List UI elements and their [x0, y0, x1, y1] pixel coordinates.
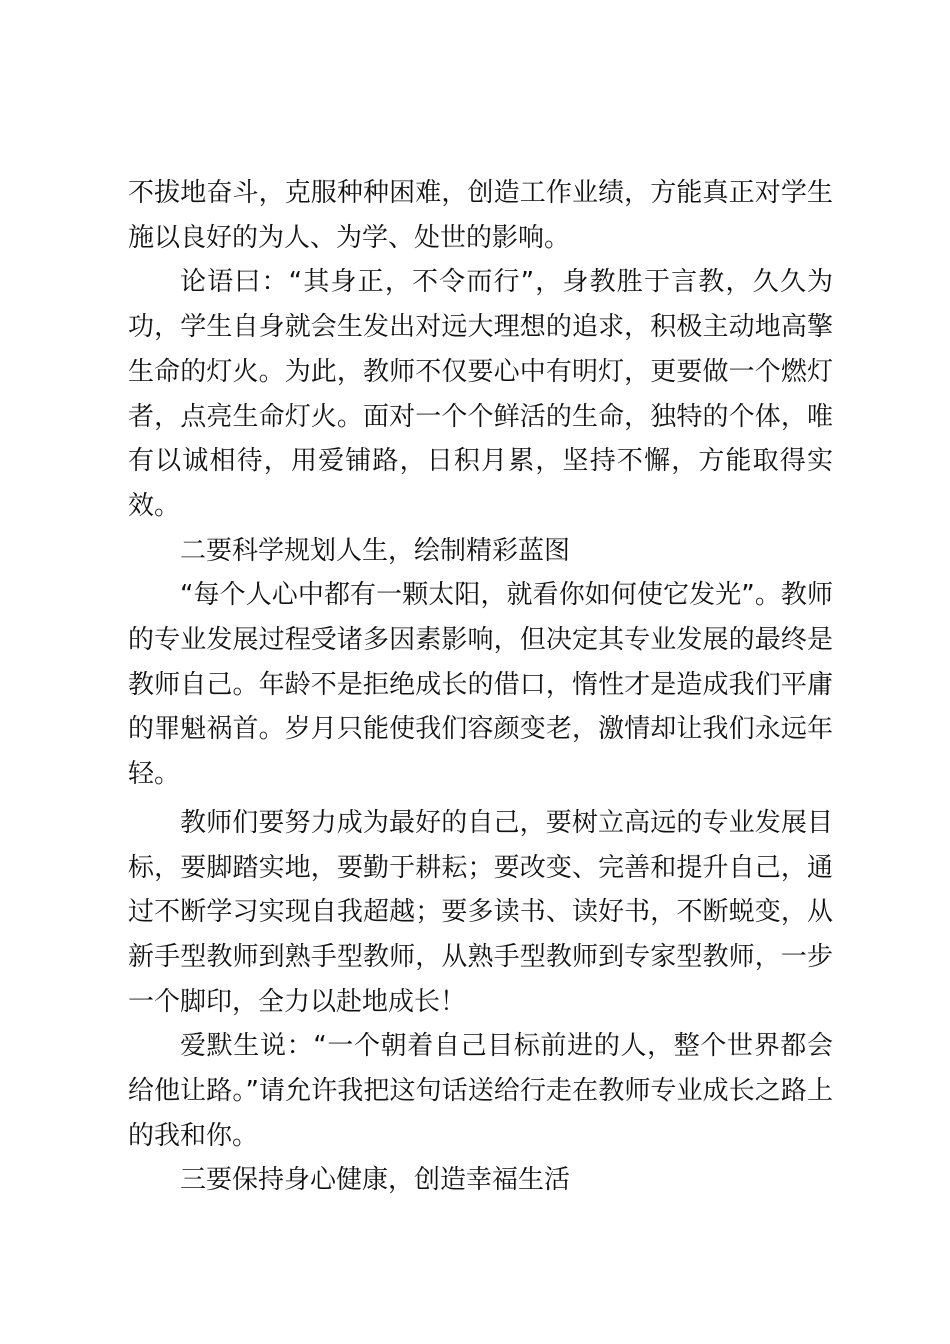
paragraph-sun-quote: “每个人心中都有一颗太阳，就看你如何使它发光”。教师的专业发展过程受诸多因素影响，但决定其专业发展的最终是教师自己。年龄不是拒绝成长的借口，惰性才是造成我们平庸的罪魁祸首。岁月只能使我们容颜变老，激情却让我们永远年轻。 — [128, 580, 833, 790]
paragraph-analects-quote: 论语曰：“其身正，不令而行”，身教胜于言教，久久为功，学生自身就会生发出对远大理想的追求，积极主动地高擎生命的灯火。为此，教师不仅要心中有明灯，更要做一个燃灯者，点亮生命灯火。面对一个个鲜活的生命，独特的个体，唯有以诚相待，用爱铺路，日积月累，坚持不懈，方能取得实效。 — [128, 267, 833, 521]
paragraph-teacher-growth: 教师们要努力成为最好的自己，要树立高远的专业发展目标，要脚踏实地，要勤于耕耘；要改变、完善和提升自己，通过不断学习实现自我超越；要多读书、读好书，不断蜕变，从新手型教师到熟手型教师，从熟手型教师到专家型教师，一步一个脚印，全力以赴地成长！ — [128, 807, 833, 1017]
paragraph-emerson-quote: 爱默生说：“一个朝着自己目标前进的人，整个世界都会给他让路。”请允许我把这句话送给行走在教师专业成长之路上的我和你。 — [128, 1031, 833, 1151]
document-body — [128, 171, 833, 1203]
section-heading-3: 三要保持身心健康，创造幸福生活 — [180, 1165, 571, 1196]
section-heading-2: 二要科学规划人生，绘制精彩蓝图 — [180, 535, 571, 566]
paragraph-continuation: 不拔地奋斗，克服种种困难，创造工作业绩，方能真正对学生施以良好的为人、为学、处世的影响。 — [128, 178, 833, 253]
